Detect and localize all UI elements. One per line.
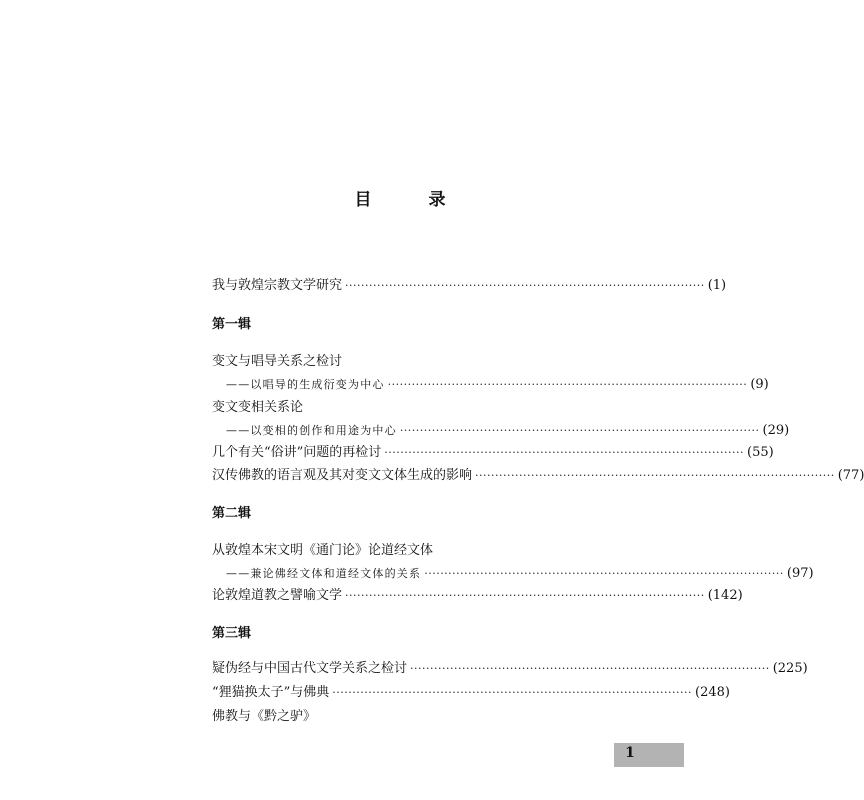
entry-page: (77) <box>837 468 864 483</box>
dot-leader: ·························································································· <box>475 469 835 482</box>
dot-leader: ·························································································· <box>424 567 784 580</box>
entry-page: (55) <box>747 445 774 460</box>
section-heading: 第一辑 <box>212 317 252 332</box>
dot-leader: ·························································································· <box>332 686 692 699</box>
toc-subentry[interactable] <box>212 422 790 440</box>
entry-title: 我与敦煌宗教文学研究 <box>212 278 343 293</box>
section-heading: 第二辑 <box>212 506 252 521</box>
toc-entry[interactable]: 佛教与《黔之驴》 <box>212 709 317 724</box>
dot-leader: ·························································································· <box>345 279 705 292</box>
entry-subtitle: ——兼论佛经文体和道经文体的关系 <box>226 567 422 580</box>
entry-title: “狸猫换太子”与佛典 <box>212 685 330 700</box>
dot-leader: ·························································································· <box>410 662 770 675</box>
entry-page: (142) <box>707 588 743 603</box>
page-title: 目 录 <box>354 190 466 210</box>
toc-entry[interactable] <box>212 444 774 462</box>
entry-title: 汉传佛教的语言观及其对变文文体生成的影响 <box>212 468 473 483</box>
entry-title: 疑伪经与中国古代文学关系之检讨 <box>212 661 408 676</box>
toc-subentry[interactable] <box>212 376 769 394</box>
dot-leader: ·························································································· <box>384 446 744 459</box>
dot-leader: ·························································································· <box>345 589 705 602</box>
entry-subtitle: ——以变相的创作和用途为中心 <box>226 424 397 437</box>
dot-leader: ·························································································· <box>399 424 760 437</box>
section-heading: 第三辑 <box>212 626 252 641</box>
entry-page: (225) <box>772 661 808 676</box>
toc-subentry[interactable] <box>212 565 814 583</box>
toc-entry[interactable] <box>212 467 864 485</box>
toc-entry[interactable] <box>212 277 727 295</box>
page-number: 1 <box>625 745 635 761</box>
toc-entry[interactable] <box>212 684 730 702</box>
toc-entry[interactable]: 变文与唱导关系之检讨 <box>212 354 343 369</box>
toc-entry[interactable]: 从敦煌本宋文明《通门论》论道经文体 <box>212 543 434 558</box>
toc-entry[interactable]: 变文变相关系论 <box>212 400 304 415</box>
entry-title: 几个有关“俗讲”问题的再检讨 <box>212 445 382 460</box>
entry-page: (97) <box>786 566 814 581</box>
entry-page: (29) <box>762 423 790 438</box>
entry-title: 论敦煌道教之譬喻文学 <box>212 588 343 603</box>
toc-entry[interactable] <box>212 587 743 605</box>
entry-page: (9) <box>750 377 769 392</box>
entry-page: (1) <box>707 278 727 293</box>
dot-leader: ·························································································· <box>387 378 748 391</box>
toc-entry[interactable] <box>212 660 808 678</box>
entry-subtitle: ——以唱导的生成衍变为中心 <box>226 378 385 391</box>
entry-page: (248) <box>695 685 730 700</box>
